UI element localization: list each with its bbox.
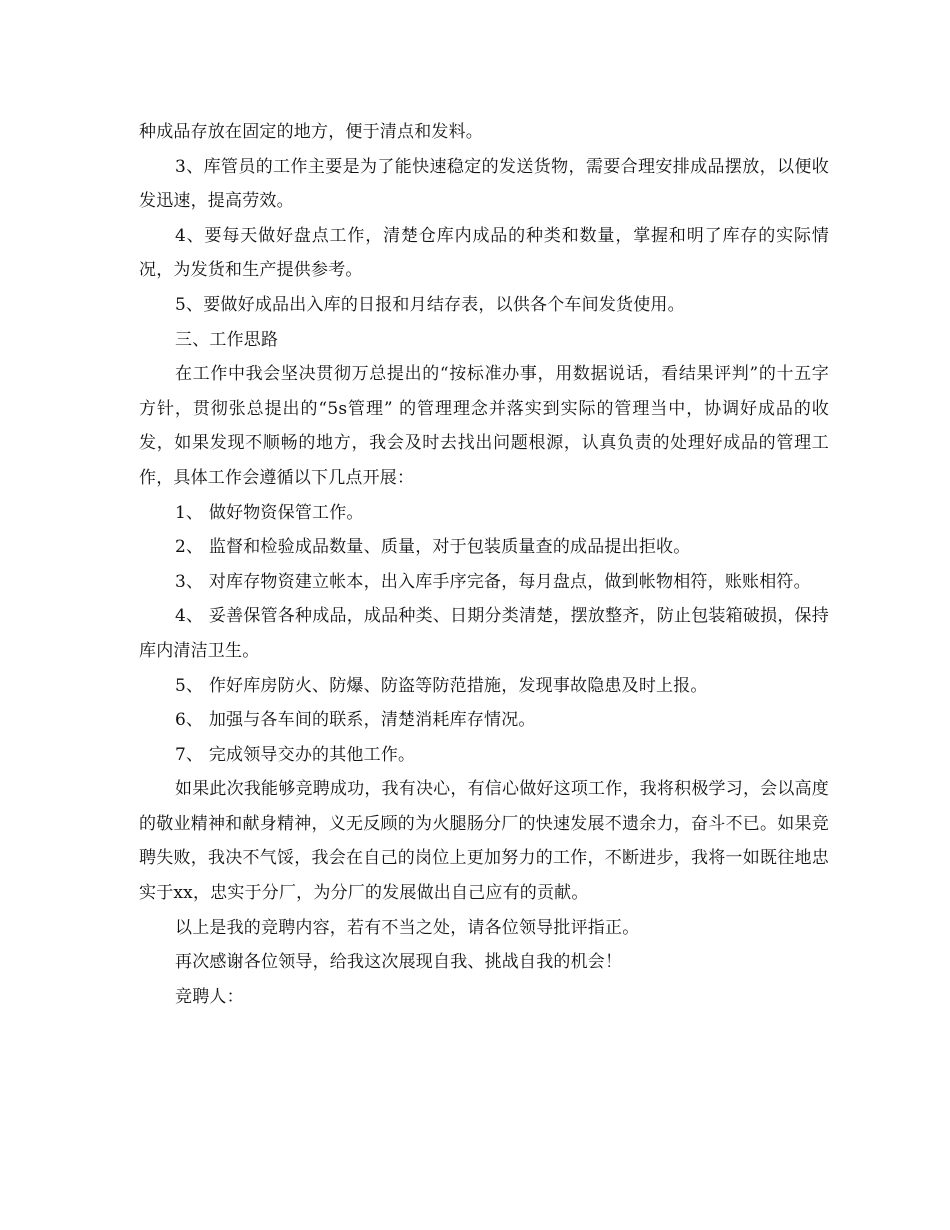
list-item-2: 2、 监督和检验成品数量、质量，对于包装质量查的成品提出拒收。 (175, 537, 691, 558)
paragraph-continuation: 种成品存放在固定的地方，便于清点和发料。 (139, 122, 483, 142)
list-item-7: 7、 完成领导交办的其他工作。 (175, 744, 416, 765)
paragraph-work-approach: 在工作中我会坚决贯彻万总提出的“按标准办事，用数据说话，看结果评判”的十五字方针，贯彻张总提出的“5s管理” 的管理理念并落实到实际的管理当中，协调好成品的收发，如果发现不顺畅的地方，我会及时去找出问题根源，认真负责的处理好成品的管理工作，具体工作会遵循以下几点开展： (139, 364, 829, 488)
paragraph-duty-4: 4、要每天做好盘点工作，清楚仓库内成品的种类和数量，掌握和明了库存的实际情况，为发货和生产提供参考。 (139, 225, 829, 281)
paragraph-thanks: 再次感谢各位领导，给我这次展现自我、挑战自我的机会！ (175, 952, 623, 973)
list-item-4: 4、 妥善保管各种成品，成品种类、日期分类清楚，摆放整齐，防止包装箱破损，保持库内清洁卫生。 (139, 606, 829, 661)
paragraph-commitment: 如果此次我能够竞聘成功，我有决心，有信心做好这项工作，我将积极学习，会以高度的敬业精神和献身精神，义无反顾的为火腿肠分厂的快速发展不遗余力，奋斗不已。如果竞聘失败，我决不气馁，我会在自己的岗位上更加努力的工作，不断进步，我将一如既往地忠实于xx，忠实于分厂，为分厂的发展做出自己应有的贡献。 (139, 779, 829, 904)
document-body (139, 115, 829, 1014)
list-item-1: 1、 做好物资保管工作。 (175, 502, 364, 523)
list-item-6: 6、 加强与各车间的联系，清楚消耗库存情况。 (175, 710, 536, 731)
paragraph-duty-5: 5、要做好成品出入库的日报和月结存表，以供各个车间发货使用。 (175, 294, 685, 315)
list-item-3: 3、 对库存物资建立帐本，出入库手序完备，每月盘点，做到帐物相符，账账相符。 (175, 571, 811, 592)
signature-label: 竞聘人： (175, 986, 244, 1007)
section-heading-work-approach: 三、工作思路 (175, 329, 279, 350)
paragraph-closing: 以上是我的竞聘内容，若有不当之处，请各位领导批评指正。 (175, 917, 640, 938)
paragraph-duty-3: 3、库管员的工作主要是为了能快速稳定的发送货物，需要合理安排成品摆放，以便收发迅速，提高劳效。 (139, 156, 829, 212)
list-item-5: 5、 作好库房防火、防爆、防盗等防范措施，发现事故隐患及时上报。 (175, 675, 708, 696)
